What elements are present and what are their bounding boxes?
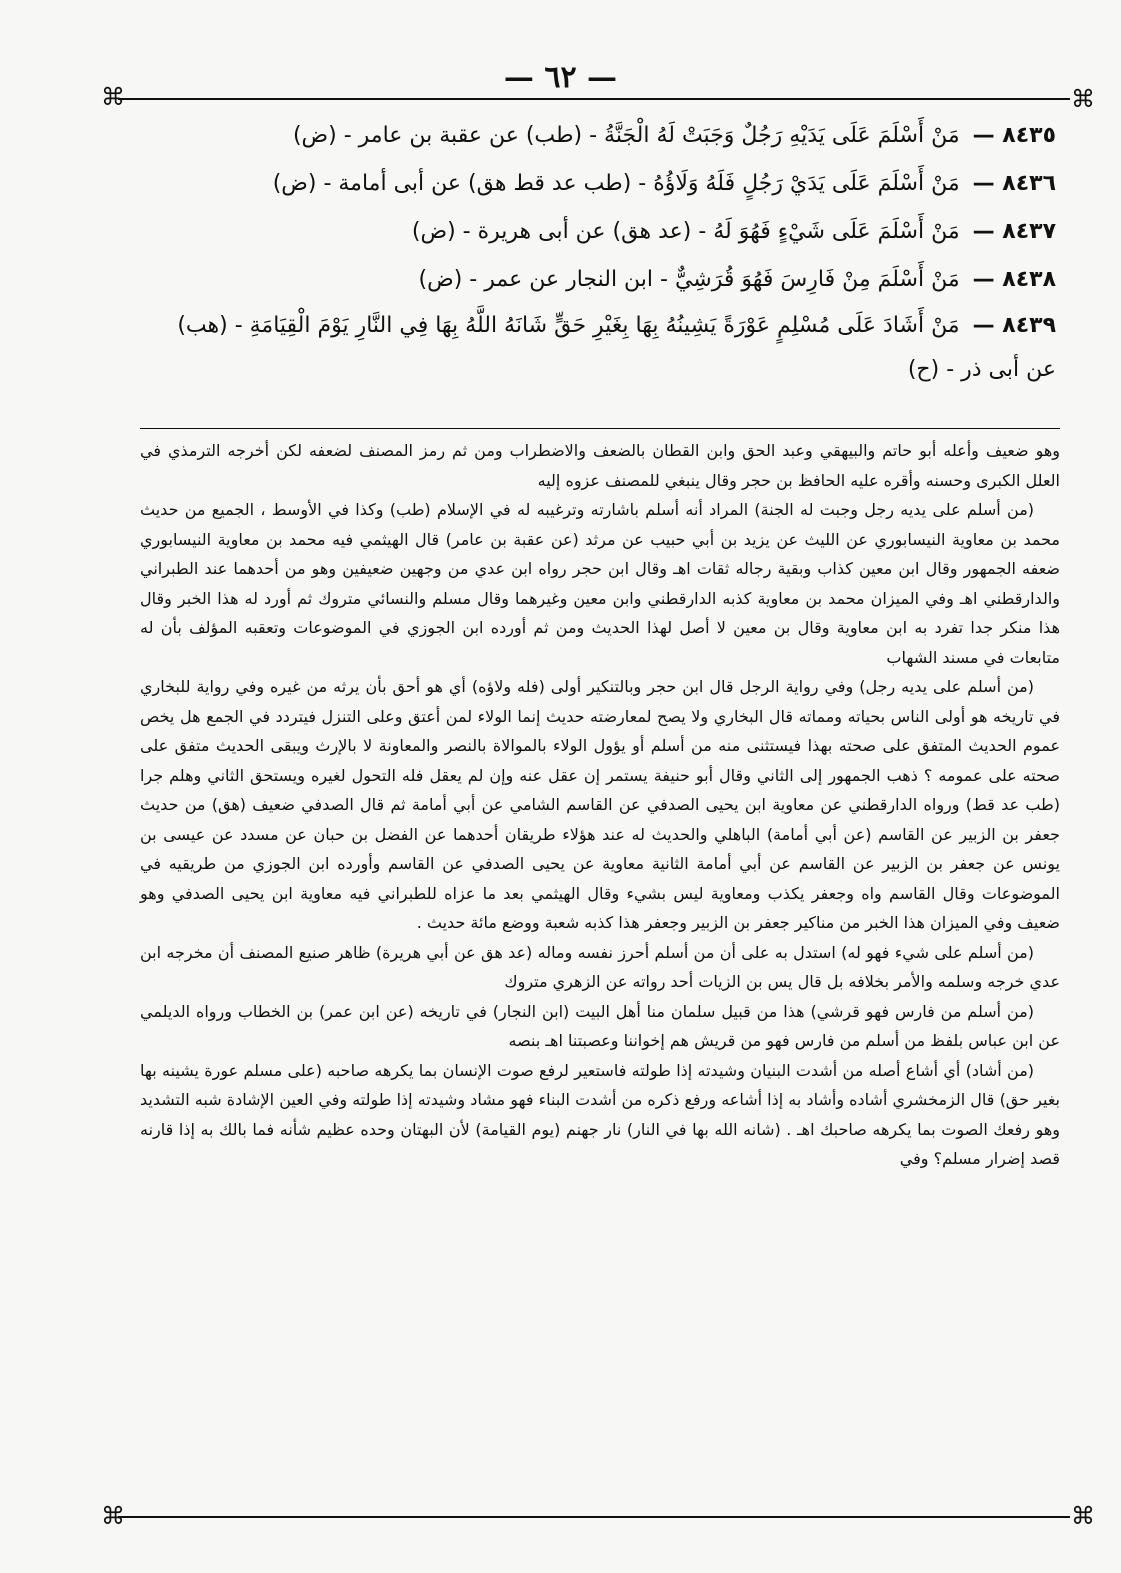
hadith-number: ٨٤٣٥ — xyxy=(972,123,1056,148)
corner-ornament-icon: ⌘ xyxy=(1071,1502,1095,1530)
hadith-entry xyxy=(148,304,1056,392)
page-number: — ٦٢ — xyxy=(503,60,618,95)
hadith-entry xyxy=(148,256,1056,304)
hadith-entry xyxy=(148,208,1056,256)
commentary-paragraph: (من أسلم من فارس فهو قرشي) هذا من قبيل سلمان منا أهل البيت (ابن النجار) في تاريخه (عن ابن عمر) بن الخطاب ورواه الديلمي عن ابن عباس بلفظ من أسلم من فارس فهو من قريش هم إخواننا وعصبتنا اهـ بنصه xyxy=(140,1001,1060,1050)
commentary-paragraph: (من أشاد) أي أشاع أصله من أشدت البنيان وشيدته إذا طولته فاستعير لرفع صوت الإنسان بما يكرهه صاحبه (على مسلم عورة يشينه بها بغير حق) قال الزمخشري أشاده وأشاد به إذا أشاعه ورفع ذكره من أشدت البناء فهو مشاد وشيدته إذا طولته وفي العين الإشادة شبه التشديد وهو رفعك الصوت بما يكرهه صاحبك اهـ . (شانه الله بها في النار) نار جهنم (يوم القيامة) لأن البهتان وحده عظيم شأنه فما بالك به إذا قارنه قصد إضرار مسلم؟ وفي xyxy=(140,1060,1060,1168)
corner-ornament-icon: ⌘ xyxy=(101,83,125,111)
hadith-text: مَنْ أَسْلَمَ عَلَى يَدَيْ رَجُلٍ فَلَهُ وَلَاؤُهُ - (طب عد قط هق) عن أبى أمامة - (ض) xyxy=(272,171,960,196)
corner-ornament-icon: ⌘ xyxy=(1071,85,1095,113)
commentary-paragraph: (من أسلم على شيء فهو له) استدل به على أن من أسلم أحرز نفسه وماله (عد هق عن أبي هريرة) ظاهر صنيع المصنف أن مخرجه ابن عدي خرجه وسلمه والأمر بخلافه بل قال يس بن الزيات أحد رواته عن الزهري متروك xyxy=(140,942,1060,991)
commentary-paragraph: (من أسلم على يديه رجل وجبت له الجنة) المراد أنه أسلم باشارته وترغيبه له في الإسلام (طب) وكذا في الأوسط ، الجميع من حديث محمد بن معاوية النيسابوري عن الليث عن يزيد بن أبي حبيب عن مرثد (عن عقبة بن عامر) قال الهيثمي فيه محمد بن معاوية النيسابوري ضعفه الجمهور وقال ابن معين كذاب وبقية رجاله ثقات اهـ وقال ابن حجر رواه ابن عدي من وجهين ضعيفين وهو من أحدهما عند الطبراني والدارقطني اهـ وفي الميزان محمد بن معاوية كذبه الدارقطني وابن معين وغيرهما وقال مسلم والنسائي متروك ثم أورد له هذا الخبر وقال هذا منكر جدا تفرد به ابن معاوية وقال بن معين لا أصل لهذا الحديث ومن ثم أورده ابن الجوزي في الموضوعات وتعقبه المؤلف بأن له متابعات في مسند الشهاب xyxy=(140,500,1060,667)
commentary-block xyxy=(140,436,1060,1174)
hadith-entry xyxy=(148,112,1056,160)
hadith-text: مَنْ أَشَادَ عَلَى مُسْلِمٍ عَوْرَةً يَشِينُهُ بِهَا بِغَيْرِ حَقٍّ شَانَهُ اللَّهُ بِهَا فِي النَّارِ يَوْمَ الْقِيَامَةِ - (هب) عن أبى ذر - (ح) xyxy=(177,313,1056,382)
hadith-text: مَنْ أَسْلَمَ عَلَى يَدَيْهِ رَجُلٌ وَجَبَتْ لَهُ الْجَنَّةُ - (طب) عن عقبة بن عامر - (ض) xyxy=(292,123,960,148)
hadith-entry xyxy=(148,160,1056,208)
bottom-frame-rule xyxy=(118,1516,1070,1518)
hadith-number: ٨٤٣٨ — xyxy=(972,267,1056,292)
commentary-paragraph: وهو ضعيف وأعله أبو حاتم والبيهقي وعبد الحق وابن القطان بالضعف والاضطراب ومن ثم رمز المصنف لضعفه لكن أخرجه الترمذي في العلل الكبرى وحسنه وأقره عليه الحافظ بن حجر وقال ينبغي للمصنف عزوه إليه xyxy=(140,441,1060,490)
corner-ornament-icon: ⌘ xyxy=(101,1502,125,1530)
hadith-text: مَنْ أَسْلَمَ عَلَى شَيْءٍ فَهُوَ لَهُ - (عد هق) عن أبى هريرة - (ض) xyxy=(411,219,960,244)
hadith-number: ٨٤٣٧ — xyxy=(972,219,1056,244)
hadith-number: ٨٤٣٦ — xyxy=(972,171,1056,196)
section-divider xyxy=(140,428,1060,429)
top-frame-rule xyxy=(118,98,1070,100)
hadith-list xyxy=(148,112,1056,392)
hadith-number: ٨٤٣٩ — xyxy=(972,313,1056,338)
commentary-paragraph: (من أسلم على يديه رجل) وفي رواية الرجل قال ابن حجر وبالتنكير أولى (فله ولاؤه) أي هو أحق بأن يرثه من غيره وفي رواية للبخاري في تاريخه هو أولى الناس بحياته ومماته قال البخاري ولا يصح لمعارضته حديث إنما الولاء لمن أعتق وعلى التنزل فيتردد في الجمع هل يخص عموم الحديث المتفق على صحته بهذا فيستثنى منه من أسلم أو يؤول الولاء بالموالاة بالنصر والمعاونة لا بالإرث ويبقى الحديث متفق على صحته على عمومه ؟ ذهب الجمهور إلى الثاني وقال أبو حنيفة يستمر إن عقل عنه وإن لم يعقل فله التحول لغيره ويستحق الثاني وهلم جرا (طب عد قط) ورواه الدارقطني عن معاوية ابن يحيى الصدفي عن القاسم الشامي عن أبي أمامة ثم قال الصدفي ضعيف (هق) من حديث جعفر بن الزبير عن القاسم (عن أبي أمامة) الباهلي والحديث له عند هؤلاء طريقان أحدهما عن الفضل بن حبان عن مسدد عن عيسى بن يونس عن جعفر بن الزبير عن القاسم عن أبي أمامة الثانية معاوية عن يحيى الصدفي عن القاسم وأورده ابن الجوزي من طريقيه في الموضوعات وقال القاسم واه وجعفر يكذب ومعاوية ليس بشيء وقال الهيثمي بعد ما عزاه للطبراني فيه معاوية ابن يحيى الصدفي وهو ضعيف وفي الميزان هذا الخبر من مناكير جعفر بن الزبير وجعفر هذا كذبه شعبة ووضع مائة حديث . xyxy=(140,677,1060,932)
hadith-text: مَنْ أَسْلَمَ مِنْ فَارِسَ فَهُوَ قُرَشِيٌّ - ابن النجار عن عمر - (ض) xyxy=(418,267,960,292)
